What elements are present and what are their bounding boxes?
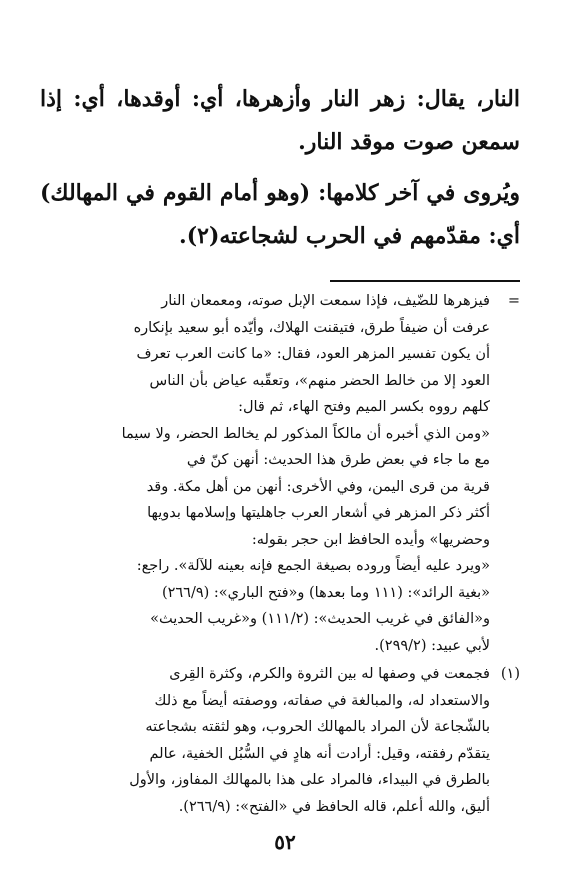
footnote-line: «بغية الرائد»: (١١١ وما بعدها) و«فتح الباري»: (٢٦٦/٩) [161, 584, 490, 601]
footnote-continuation-marker: = [507, 293, 520, 309]
footnote-line: بالطرق في البيداء، فالمراد على هذا بالمهالك المفاوز، والأول [129, 772, 490, 788]
footnote-line: العود إلا من خالط الحضر منهم»، وتعقّبه عياض بأن الناس [149, 372, 490, 389]
footnote-line: أن يكون تفسير المزهر العود، فقال: «ما كانت العرب تعرف [136, 346, 490, 362]
footnote-separator [330, 280, 520, 282]
footnote-line: وحضريها» وأيده الحافظ ابن حجر بقوله: [251, 531, 490, 548]
footnote-line: والاستعداد له، والمبالغة في صفاته، ووصفته أيضاً مع ذلك [154, 692, 490, 709]
footnote-line: و«الفائق في غريب الحديث»: (١١١/٢) و«غريب الحديث» [150, 611, 490, 627]
footnote-line: أليق، والله أعلم، قاله الحافظ في «الفتح»: (٢٦٦/٩). [178, 798, 490, 815]
footnote-line: «ومن الذي أخبره أن مالكاً المذكور لم يخالط الحضر، ولا سيما [121, 425, 490, 442]
footnote-line: عرفت أن ضيفاً طرق، فتيقنت الهلاك، وأيّده أبو سعيد بإنكاره [133, 319, 490, 336]
footnote-line: فيزهرها للضّيف، فإذا سمعت الإبل صوته، ومعمعان النار [161, 293, 490, 309]
footnote-line: كلهم رووه بكسر الميم وفتح الهاء، ثم قال: [238, 399, 490, 415]
footnote-1 [40, 661, 520, 820]
footnote-line: يتقدّم رفقته، وقيل: أرادت أنه هادٍ في السُّبُل الخفية، عالم [149, 745, 490, 762]
footnote-number: (١) [500, 666, 520, 682]
footnote-line: قرية من قرى اليمن، وفي الأخرى: أنهن من أهل مكة. وقد [146, 478, 490, 495]
footnote-line: لأبي عبيد: (٢٩٩/٢). [374, 637, 490, 654]
footnote-line: أكثر ذكر المزهر في أشعار العرب جاهليتها وإسلامها بدويها [147, 505, 490, 521]
footnote-continuation [40, 288, 520, 659]
page-body [40, 78, 520, 820]
page-number: ٥٢ [274, 830, 296, 854]
main-paragraph-1: النار، يقال: زهر النار وأزهرها، أي: أوقدها، أي: إذا سمعن صوت موقد النار. [40, 86, 520, 155]
main-paragraph-2: ويُروى في آخر كلامها: (وهو أمام القوم في المهالك) أي: مقدّمهم في الحرب لشجاعته(٢). [40, 180, 520, 249]
footnote-line: فجمعت في وصفها له بين الثروة والكرم، وكثرة القِرى [169, 666, 490, 682]
footnote-line: بالشّجاعة لأن المراد بالمهالك الحروب، وهو لثقته بشجاعته [145, 719, 490, 735]
footnote-line: «ويرد عليه أيضاً وروده بصيغة الجمع فإنه بعينه للآلة». راجع: [136, 558, 490, 574]
footnote-line: مع ما جاء في بعض طرق هذا الحديث: أنهن كنّ في [186, 452, 490, 468]
